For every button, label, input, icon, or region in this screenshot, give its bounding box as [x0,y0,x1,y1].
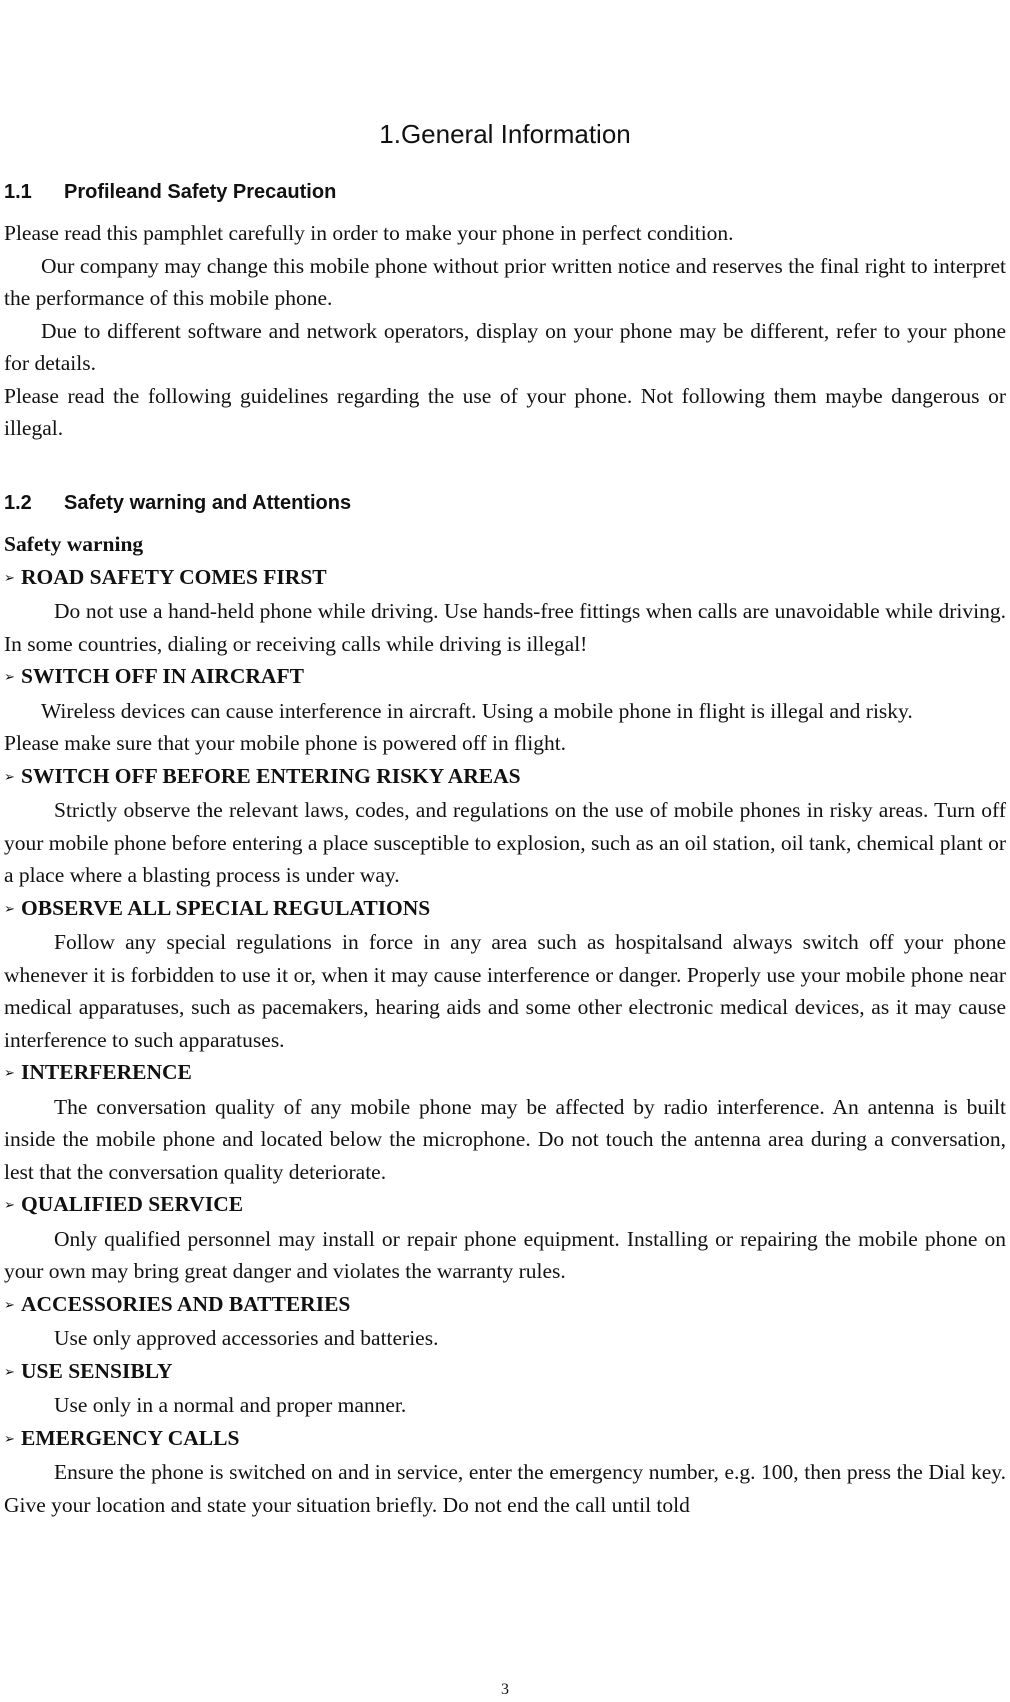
bullet-risky-areas [4,760,1006,795]
paragraph: Wireless devices can cause interference in aircraft. Using a mobile phone in flight is illegal and risky. [41,698,913,723]
paragraph: Use only approved accessories and batteries. [54,1326,439,1350]
bullet-title: QUALIFIED SERVICE [21,1192,244,1216]
arrowhead-right-icon: ➢ [4,769,15,785]
bullet-aircraft [4,660,1006,695]
bullet-title: ROAD SAFETY COMES FIRST [21,564,327,589]
arrowhead-right-icon: ➢ [4,1198,15,1213]
section-number: 1.2 [4,492,32,514]
bullet-title: USE SENSIBLY [21,1358,173,1383]
section-1-1-body [4,217,1006,445]
bullet-title: ACCESSORIES AND BATTERIES [21,1291,351,1316]
paragraph: Follow any special regulations in force in any area such as hospitalsand always switch off your phone whenever it is forbidden to use it or, when it may cause interference or danger. Properly use your mobile phone near medical apparatuses, such as pacemakers, hearing aids and some other electronic medical devices, as it may cause interference to such apparatuses. [4,930,1006,1052]
arrowhead-right-icon: ➢ [4,670,15,685]
paragraph: Only qualified personnel may install or repair phone equipment. Installing or repairing the mobile phone on your own may bring great danger and violates the warranty rules. [4,1226,1006,1283]
section-title: Safety warning and Attentions [64,492,352,514]
paragraph: The conversation quality of any mobile phone may be affected by radio interference. An antenna is built inside the mobile phone and located below the microphone. Do not touch the antenna area during a conversation, lest that the conversation quality deteriorate. [4,1094,1006,1184]
section-number: 1.1 [4,181,32,203]
section-heading-1-1 [4,179,336,205]
bullet-title: EMERGENCY CALLS [21,1425,240,1450]
bullet-title: INTERFERENCE [21,1060,192,1084]
arrowhead-right-icon: ➢ [4,1297,15,1313]
arrowhead-right-icon: ➢ [4,1066,15,1081]
arrowhead-right-icon: ➢ [4,570,15,586]
paragraph: Please read the following guidelines regarding the use of your phone. Not following them maybe dangerous or illegal. [4,383,1006,440]
section-heading-1-2 [4,490,351,516]
bullet-qualified-service [4,1188,1006,1223]
arrowhead-right-icon: ➢ [4,1364,15,1380]
bullet-title: SWITCH OFF BEFORE ENTERING RISKY AREAS [21,763,521,788]
bullet-emergency-calls [4,1422,1006,1457]
arrowhead-right-icon: ➢ [4,1431,15,1447]
paragraph: Please read this pamphlet carefully in order to make your phone in perfect condition. [4,221,734,245]
safety-warning-subheading: Safety warning [4,532,144,556]
paragraph: Ensure the phone is switched on and in service, enter the emergency number, e.g. 100, then press the Dial key. Give your location and state your situation briefly. Do not end the call until told [4,1460,1006,1517]
page-number: 3 [501,1681,509,1698]
section-1-2-body [4,528,1006,1521]
paragraph: Please make sure that your mobile phone is powered off in flight. [4,731,567,755]
bullet-road-safety [4,561,1006,596]
paragraph: Strictly observe the relevant laws, codes, and regulations on the use of mobile phones in risky areas. Turn off your mobile phone before entering a place susceptible to explosion, such as an oil station, oil tank, chemical plant or a place where a blasting process is under way. [4,798,1006,887]
paragraph: Use only in a normal and proper manner. [54,1393,407,1417]
bullet-use-sensibly [4,1355,1006,1390]
paragraph: Due to different software and network operators, display on your phone may be different, refer to your phone for details. [4,318,1006,375]
bullet-title: SWITCH OFF IN AIRCRAFT [21,664,304,688]
paragraph: Our company may change this mobile phone without prior written notice and reserves the final right to interpret the performance of this mobile phone. [4,253,1006,310]
chapter-title: 1.General Information [379,119,631,149]
paragraph: Do not use a hand-held phone while driving. Use hands-free fittings when calls are unavoidable while driving. In some countries, dialing or receiving calls while driving is illegal! [4,599,1006,656]
bullet-special-regulations [4,892,1006,927]
section-title: Profileand Safety Precaution [64,181,337,203]
bullet-accessories [4,1288,1006,1323]
bullet-interference [4,1056,1006,1091]
arrowhead-right-icon: ➢ [4,901,15,917]
bullet-title: OBSERVE ALL SPECIAL REGULATIONS [21,895,431,920]
